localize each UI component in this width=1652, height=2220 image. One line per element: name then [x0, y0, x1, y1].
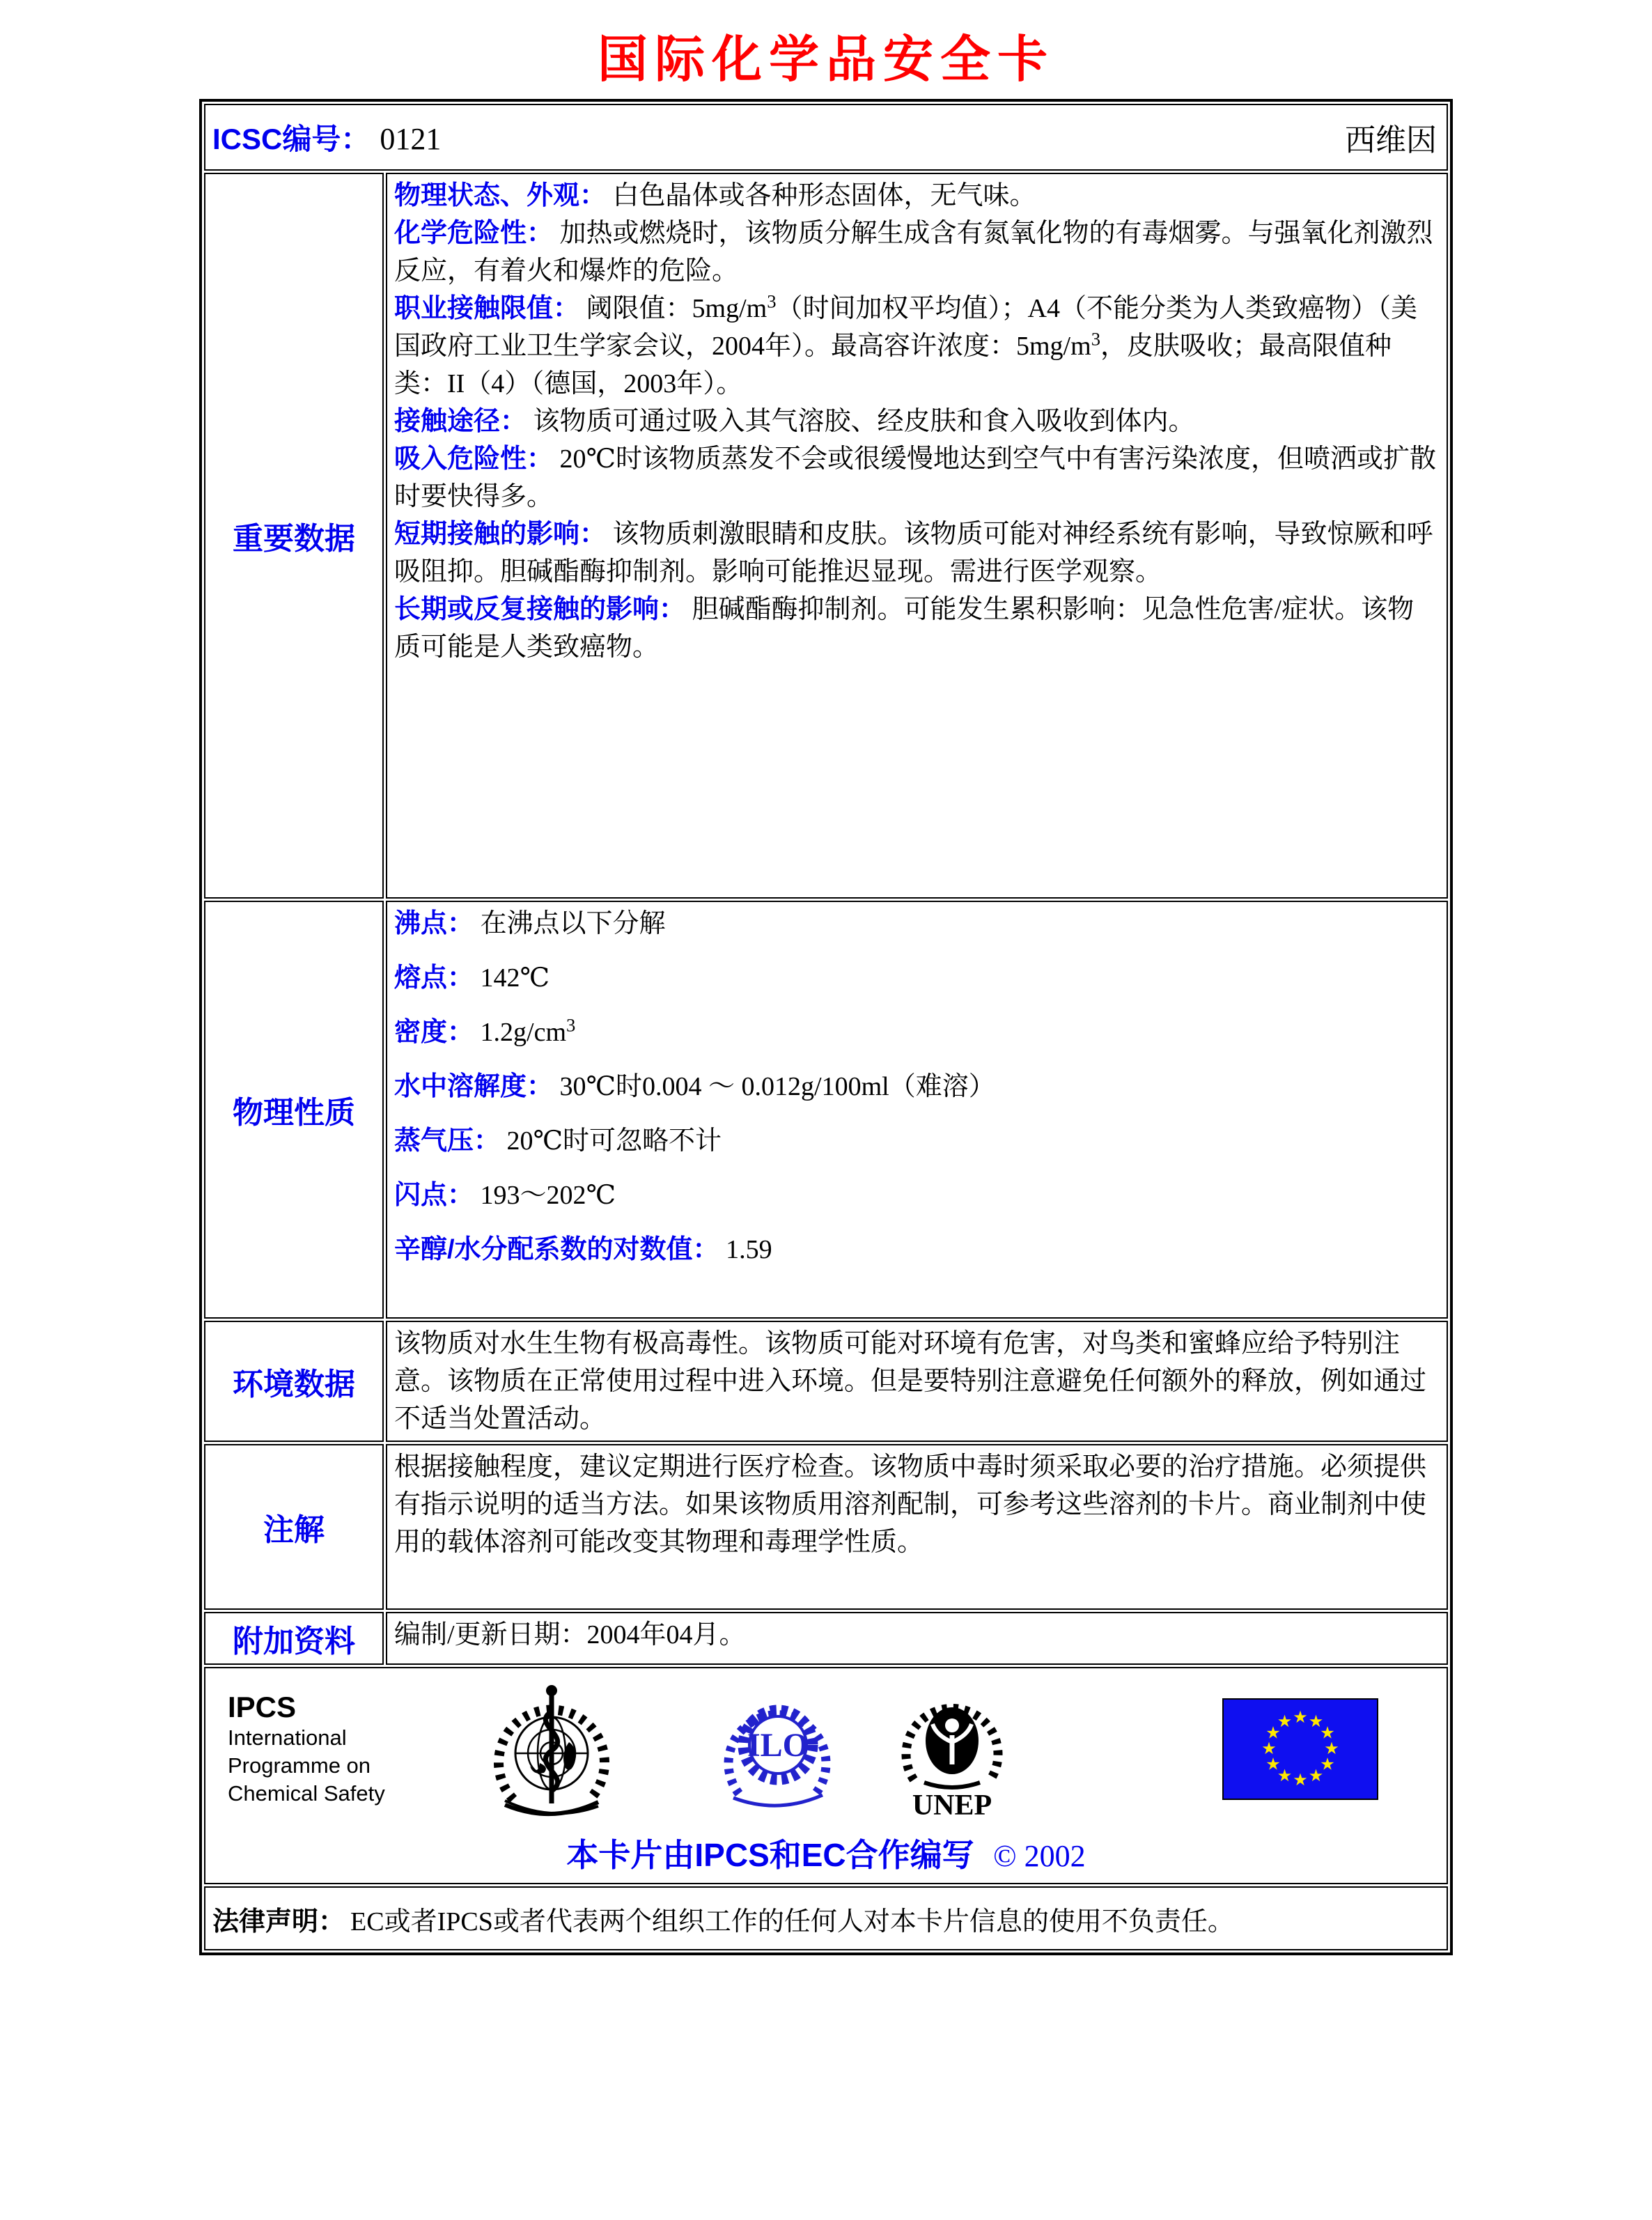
- environmental-data-label: 环境数据: [204, 1321, 384, 1442]
- icsc-number-value: 0121: [380, 122, 442, 156]
- paragraph: 该物质对水生生物有极高毒性。该物质可能对环境有危害，对鸟类和蜜蜂应给予特别注意。该物质在正常使用过程中进入环境。但是要特别注意避免任何额外的释放，例如通过不适当处置活动。: [394, 1329, 1427, 1434]
- header-row: [204, 104, 1448, 171]
- paragraph: 长期或反复接触的影响： 胆碱酯酶抑制剂。可能发生累积影响：见急性危害/症状。该物质可能是人类致癌物。: [394, 595, 1415, 662]
- physical-properties-content: [386, 901, 1448, 1319]
- page-title: 国际化学品安全卡: [597, 32, 1054, 88]
- environmental-data-content: [386, 1321, 1448, 1442]
- ipcs-acronym: IPCS: [228, 1691, 297, 1723]
- paragraph: 辛醇/水分配系数的对数值： 1.59: [394, 1235, 772, 1264]
- paragraph: 接触途径： 该物质可通过吸入其气溶胶、经皮肤和食入吸收到体内。: [394, 407, 1195, 436]
- paragraph: 密度： $1.2g/cm^3$: [394, 1014, 576, 1047]
- logos-cell: [204, 1667, 1448, 1884]
- ipcs-line-3: Chemical Safety: [228, 1781, 385, 1806]
- unep-logo-text: UNEP: [912, 1790, 992, 1822]
- caption-line: [212, 1830, 1440, 1876]
- additional-info-content: [386, 1612, 1448, 1665]
- svg-text:★: ★: [1293, 1707, 1308, 1727]
- unep-logo-icon: [891, 1677, 1013, 1822]
- svg-text:★: ★: [1277, 1711, 1293, 1731]
- legal-text: EC或者IPCS或者代表两个组织工作的任何人对本卡片信息的使用不负责任。: [350, 1907, 1234, 1936]
- eu-flag-icon: [1222, 1698, 1378, 1800]
- svg-text:★: ★: [1261, 1739, 1277, 1758]
- ipcs-line-1: International: [228, 1725, 347, 1750]
- paragraph: 蒸气压： 20℃时可忽略不计: [394, 1126, 722, 1156]
- paragraph: 职业接触限值： 阈限值：$5mg/m^3$（时间加权平均值）；A4（不能分类为人类致癌物）（美国政府工业卫生学家会议，2004年）。最高容许浓度：$5mg/m^3$，皮肤吸收；最高限值种类：II（4）（德国，2003年）。: [394, 290, 1417, 398]
- additional-info-label: 附加资料: [204, 1612, 384, 1665]
- icsc-number-label: ICSC编号：: [212, 123, 371, 155]
- paragraph: 编制/更新日期：2004年04月。: [394, 1620, 746, 1650]
- paragraph: 沸点： 在沸点以下分解: [394, 909, 666, 938]
- paragraph: 水中溶解度： 30℃时0.004 ～ 0.012g/100ml（难溶）: [394, 1072, 995, 1101]
- environmental-data-row: [204, 1321, 1448, 1442]
- ipcs-text-block: [228, 1691, 388, 1808]
- caption-text: 本卡片由IPCS和EC合作编写: [566, 1837, 974, 1873]
- paragraph: 吸入危险性： 20℃时该物质蒸发不会或很缓慢地达到空气中有害污染浓度，但喷洒或扩散时要快得多。: [394, 444, 1437, 511]
- notes-label: 注解: [204, 1444, 384, 1610]
- svg-text:★: ★: [1308, 1711, 1324, 1731]
- notes-row: [204, 1444, 1448, 1610]
- svg-text:★: ★: [1277, 1766, 1293, 1785]
- additional-info-row: [204, 1612, 1448, 1665]
- safety-card-table: [199, 99, 1453, 1955]
- important-data-content: [386, 173, 1448, 899]
- legal-cell: [204, 1886, 1448, 1950]
- svg-text:★: ★: [1324, 1739, 1339, 1758]
- svg-text:★: ★: [1320, 1723, 1335, 1743]
- paragraph: 化学危险性： 加热或燃烧时，该物质分解生成含有氮氧化物的有毒烟雾。与强氧化剂激烈反应，有着火和爆炸的危险。: [394, 219, 1433, 286]
- logos-row: [204, 1667, 1448, 1884]
- physical-properties-label: 物理性质: [204, 901, 384, 1319]
- physical-properties-row: [204, 901, 1448, 1319]
- important-data-label: 重要数据: [204, 173, 384, 899]
- ilo-logo-text: ILO: [747, 1727, 809, 1764]
- caption-copyright: © 2002: [993, 1839, 1086, 1873]
- icsc-card-page: [199, 0, 1453, 1955]
- legal-label: 法律声明：: [212, 1907, 345, 1936]
- paragraph: 根据接触程度，建议定期进行医疗检查。该物质中毒时须采取必要的治疗措施。必须提供有指示说明的适当方法。如果该物质用溶剂配制，可参考这些溶剂的卡片。商业制剂中使用的载体溶剂可能改变其物理和毒理学性质。: [394, 1452, 1427, 1557]
- svg-text:★: ★: [1265, 1754, 1281, 1774]
- legal-row: [204, 1886, 1448, 1950]
- paragraph: 物理状态、外观： 白色晶体或各种形态固体，无气味。: [394, 181, 1036, 210]
- svg-text:★: ★: [1320, 1754, 1335, 1774]
- icsc-number-group: [212, 116, 441, 158]
- paragraph: 熔点： 142℃: [394, 963, 550, 993]
- ipcs-line-2: Programme on: [228, 1753, 371, 1778]
- paragraph: 闪点： 193～202℃: [394, 1181, 616, 1210]
- svg-text:★: ★: [1265, 1723, 1281, 1743]
- header-cell: [204, 104, 1448, 171]
- ilo-logo-icon: [719, 1684, 836, 1815]
- paragraph: 短期接触的影响： 该物质刺激眼睛和皮肤。该物质可能对神经系统有影响，导致惊厥和呼吸阻抑。胆碱酯酶抑制剂。影响可能推迟显现。需进行医学观察。: [394, 520, 1433, 587]
- svg-text:★: ★: [1293, 1770, 1308, 1790]
- notes-content: [386, 1444, 1448, 1610]
- important-data-row: [204, 173, 1448, 899]
- substance-name: 西维因: [1345, 123, 1437, 157]
- svg-text:★: ★: [1308, 1766, 1324, 1785]
- who-logo-icon: [487, 1675, 616, 1823]
